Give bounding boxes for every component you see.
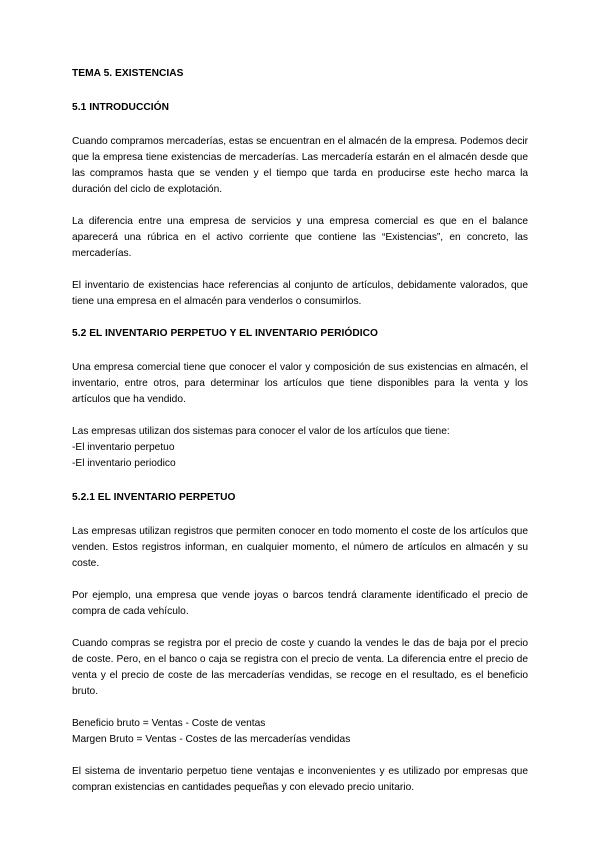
paragraph-perpetuo-1: Las empresas utilizan registros que permiten conocer en todo momento el coste de los artículos que venden. Estos registros informan, en cualquier momento, el número de artículos en almacén y su coste. [72, 526, 528, 569]
document-title: TEMA 5. EXISTENCIAS [72, 68, 184, 79]
section-heading-5-1: 5.1 INTRODUCCIÓN [72, 102, 170, 113]
section-heading-5-2: 5.2 EL INVENTARIO PERPETUO Y EL INVENTARIO PERIÓDICO [72, 328, 379, 339]
list-item: -El inventario periodico [72, 458, 176, 469]
list-item: -El inventario perpetuo [72, 442, 175, 453]
formula-margen-bruto: Margen Bruto = Ventas - Costes de las mercaderías vendidas [72, 734, 351, 745]
section-heading-5-2-1: 5.2.1 EL INVENTARIO PERPETUO [72, 492, 236, 503]
paragraph-intro-1: Cuando compramos mercaderías, estas se encuentran en el almacén de la empresa. Podemos decir que la empresa tiene existencias de mercaderías. Las mercadería estarán en el almacén desde que las compramos hasta que se venden y el tiempo que tarda en producirse este hecho marca la duración del ciclo de explotación. [72, 136, 528, 195]
paragraph-5-2-1: Una empresa comercial tiene que conocer el valor y composición de sus existencias en almacén, el inventario, entre otros, para determinar los artículos que tiene disponibles para la venta y los artículos que ha vendido. [72, 362, 528, 405]
systems-list [72, 424, 528, 472]
paragraph-perpetuo-2: Por ejemplo, una empresa que vende joyas o barcos tendrá claramente identificado el precio de compra de cada vehículo. [72, 590, 528, 617]
paragraph-intro-2: La diferencia entre una empresa de servicios y una empresa comercial es que en el balance aparecerá una rúbrica en el activo corriente que contiene las “Existencias”, en concreto, las mercaderías. [72, 216, 528, 259]
paragraph-perpetuo-4: El sistema de inventario perpetuo tiene ventajas e inconvenientes y es utilizado por empresas que compran existencias en cantidades pequeñas y con elevado precio unitario. [72, 766, 528, 793]
formulas [72, 716, 528, 748]
systems-intro: Las empresas utilizan dos sistemas para conocer el valor de los artículos que tiene: [72, 426, 450, 437]
document-page [72, 66, 528, 796]
paragraph-perpetuo-3: Cuando compras se registra por el precio de coste y cuando la vendes le das de baja por el precio de coste. Pero, en el banco o caja se registra con el precio de venta. La diferencia entre el precio de venta y el precio de coste de las mercaderías vendidas, se recoge en el resultado, es el beneficio bruto. [72, 638, 528, 697]
formula-beneficio-bruto: Beneficio bruto = Ventas - Coste de ventas [72, 718, 266, 729]
paragraph-intro-3: El inventario de existencias hace referencias al conjunto de artículos, debidamente valorados, que tiene una empresa en el almacén para venderlos o consumirlos. [72, 280, 528, 307]
